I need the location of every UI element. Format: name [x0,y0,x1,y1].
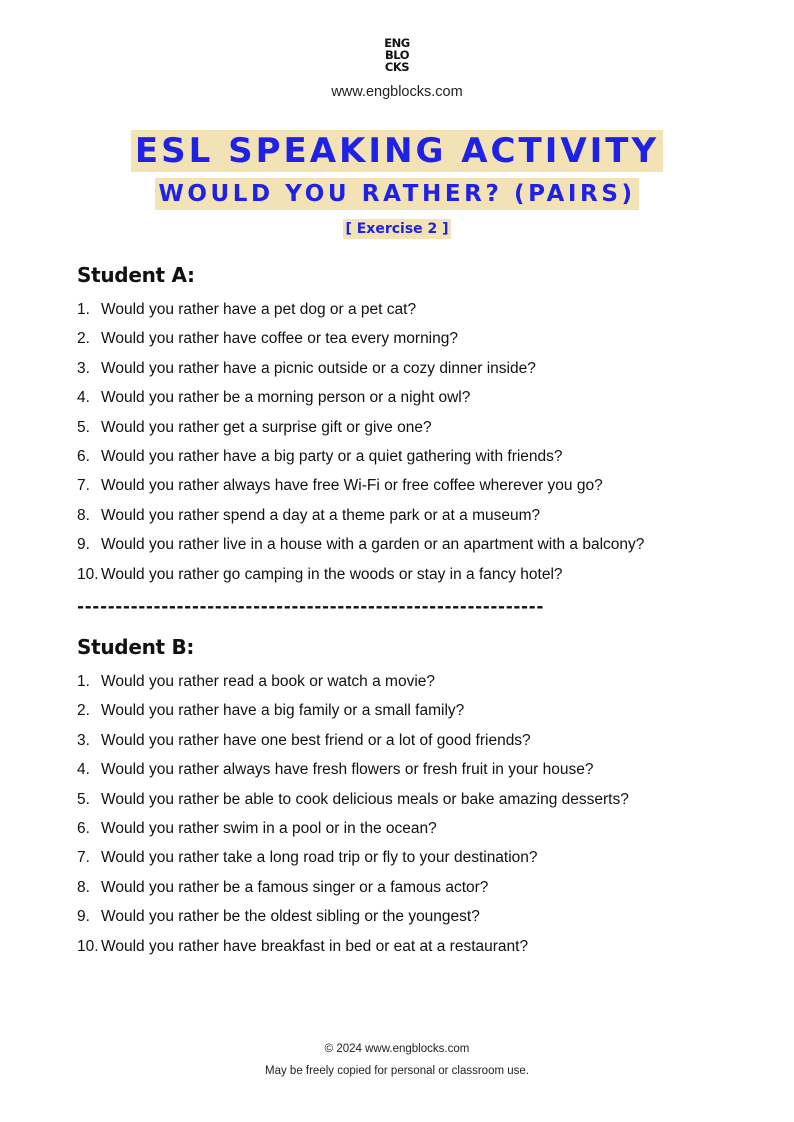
question-text: Would you rather have a pet dog or a pet cat? [101,301,417,318]
student-a-heading: Student A: [77,263,195,287]
question-text: Would you rather always have free Wi-Fi or free coffee wherever you go? [101,477,603,495]
question-item [77,388,757,417]
question-number: 7. [77,477,90,495]
footer-copyright: © 2024 www.engblocks.com [324,1043,470,1055]
question-number: 9. [77,908,90,926]
question-item [77,819,757,848]
question-number: 4. [77,761,90,779]
question-item [77,418,757,447]
question-item [77,907,757,936]
exercise-label: [ Exercise 2 ] [345,221,449,237]
question-item [77,329,757,358]
question-text: Would you rather be a famous singer or a famous actor? [101,878,489,896]
question-item [77,300,757,329]
question-item [77,760,757,789]
question-text: Would you rather have coffee or tea every morning? [101,330,458,348]
footer-license: May be freely copied for personal or classroom use. [265,1065,529,1077]
page-title: ESL SPEAKING ACTIVITY [131,130,663,172]
question-text: Would you rather swim in a pool or in the ocean? [101,819,437,837]
question-text: Would you rather be the oldest sibling or the youngest? [101,908,480,926]
student-b-question-list [77,672,757,966]
question-number: 2. [77,702,90,720]
question-text: Would you rather live in a house with a garden or an apartment with a balcony? [101,536,645,554]
page-subtitle: WOULD YOU RATHER? (PAIRS) [155,178,638,210]
question-text: Would you rather take a long road trip or fly to your destination? [101,849,538,867]
question-number: 5. [77,790,90,808]
question-text: Would you rather have breakfast in bed or eat at a restaurant? [101,937,529,955]
question-item [77,447,757,476]
logo-line-3: CKS [384,60,410,74]
student-a-question-list [77,300,757,594]
question-number: 9. [77,536,90,554]
question-text: Would you rather be able to cook delicious meals or bake amazing desserts? [101,790,629,808]
engblocks-logo [0,37,794,73]
question-number: 8. [77,506,90,524]
question-item [77,790,757,819]
question-text: Would you rather be a morning person or a night owl? [101,389,471,407]
question-item [77,672,757,701]
question-text: Would you rather have a big party or a quiet gathering with friends? [101,447,563,465]
question-number: 4. [77,389,90,407]
question-item [77,506,757,535]
question-number: 2. [77,330,90,348]
section-divider: ------------------------------------------------------------- [77,597,544,617]
question-number: 6. [77,819,90,837]
question-number: 7. [77,849,90,867]
question-item [77,476,757,505]
question-text: Would you rather have a big family or a small family? [101,702,465,720]
question-item [77,535,757,564]
question-number: 10. [77,565,99,583]
question-number: 1. [77,301,90,318]
logo-line-1: ENG [384,36,410,50]
question-number: 3. [77,731,90,749]
question-text: Would you rather have one best friend or a lot of good friends? [101,731,531,749]
question-item [77,565,757,594]
question-item [77,731,757,760]
question-number: 8. [77,878,90,896]
question-text: Would you rather go camping in the woods or stay in a fancy hotel? [101,565,563,583]
question-number: 6. [77,447,90,465]
question-number: 10. [77,937,99,955]
question-text: Would you rather spend a day at a theme park or at a museum? [101,506,541,524]
student-b-heading: Student B: [77,635,195,659]
question-item [77,359,757,388]
site-url[interactable]: www.engblocks.com [331,84,463,100]
question-text: Would you rather get a surprise gift or give one? [101,418,432,436]
question-number: 5. [77,418,90,436]
question-text: Would you rather have a picnic outside or a cozy dinner inside? [101,359,536,377]
exercise-container [0,219,794,239]
question-item [77,937,757,966]
question-item [77,878,757,907]
logo-line-2: BLO [385,48,409,62]
title-container [0,130,794,172]
subtitle-container [0,178,794,210]
question-number: 3. [77,359,90,377]
question-item [77,701,757,730]
question-text: Would you rather read a book or watch a movie? [101,673,436,690]
question-text: Would you rather always have fresh flowers or fresh fruit in your house? [101,761,594,779]
question-number: 1. [77,673,90,690]
question-item [77,848,757,877]
